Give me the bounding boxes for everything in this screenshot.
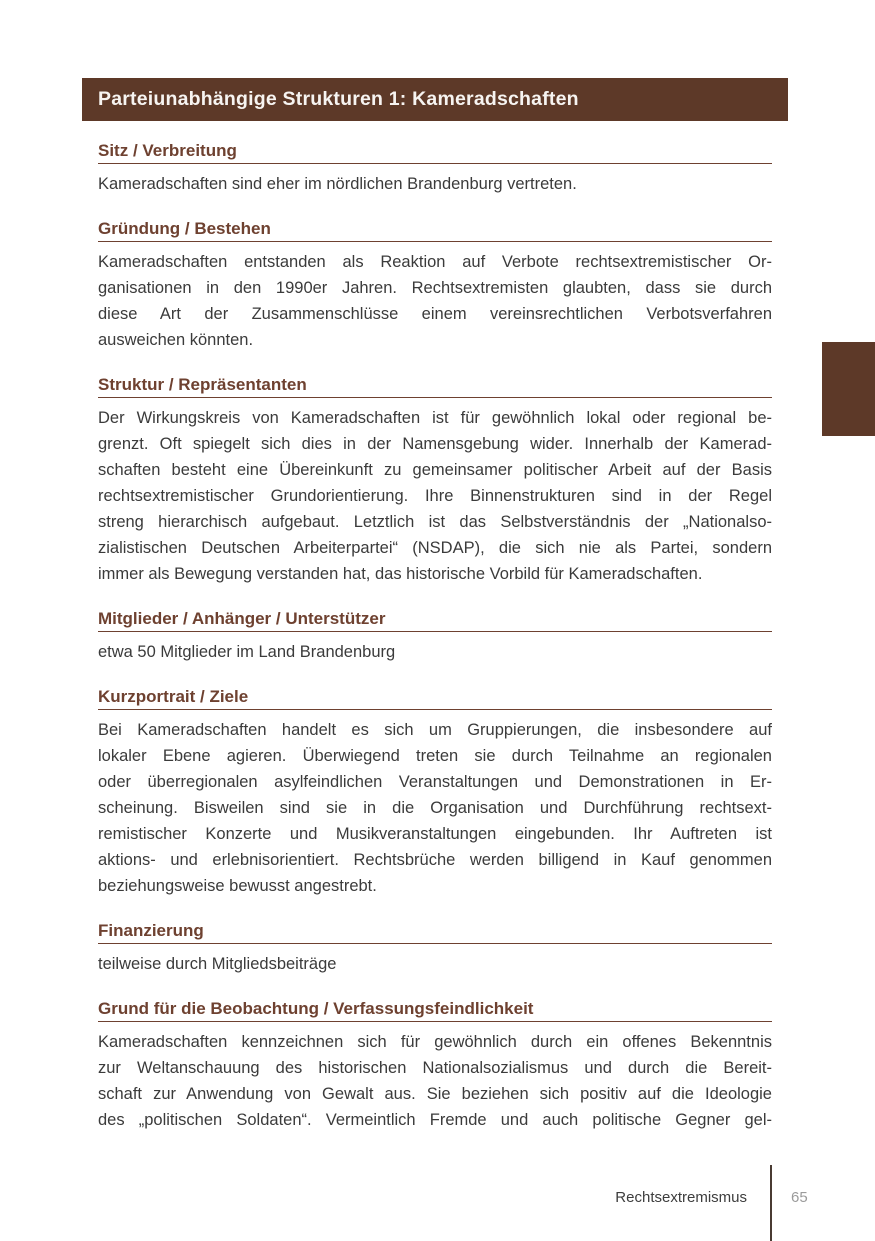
chapter-thumb-tab — [822, 342, 875, 436]
section-heading: Mitglieder / Anhänger / Unterstützer — [98, 610, 772, 632]
text-line: Der Wirkungskreis von Kameradschaften ist für gewöhnlich lokal oder regional be- — [98, 409, 772, 427]
document-section — [98, 922, 772, 977]
text-line: aktions- und erlebnisorientiert. Rechtsbrüche werden billigend in Kauf genommen — [98, 851, 772, 869]
text-line: zialistischen Deutschen Arbeiterpartei“ (NSDAP), die sich nie als Partei, sondern — [98, 539, 772, 557]
section-body — [98, 1029, 772, 1133]
text-line: rechtsextremistischer Grundorientierung. Ihre Binnenstrukturen sind in der Regel — [98, 487, 772, 505]
section-body — [98, 639, 772, 665]
text-line: scheinung. Bisweilen sind sie in die Organisation und Durchführung rechtsext- — [98, 799, 772, 817]
text-line: ganisationen in den 1990er Jahren. Rechtsextremisten glaubten, dass sie durch — [98, 279, 772, 297]
section-body — [98, 405, 772, 587]
text-line: streng hierarchisch aufgebaut. Letztlich ist das Selbstverständnis der „Nationalso- — [98, 513, 772, 531]
document-section — [98, 220, 772, 353]
text-line: immer als Bewegung verstanden hat, das historische Vorbild für Kameradschaften. — [98, 565, 703, 583]
document-section — [98, 688, 772, 899]
section-heading: Gründung / Bestehen — [98, 220, 772, 242]
text-line: ausweichen könnten. — [98, 331, 254, 349]
section-body — [98, 951, 772, 977]
text-line: zur Weltanschauung des historischen Nationalsozialismus und durch die Bereit- — [98, 1059, 772, 1077]
text-line: etwa 50 Mitglieder im Land Brandenburg — [98, 643, 396, 661]
text-line: lokaler Ebene agieren. Überwiegend treten sie durch Teilnahme an regionalen — [98, 747, 772, 765]
text-line: Kameradschaften sind eher im nördlichen Brandenburg vertreten. — [98, 175, 577, 193]
document-section — [98, 142, 772, 197]
footer-section-label: Rechtsextremismus — [615, 1189, 747, 1206]
section-heading: Sitz / Verbreitung — [98, 142, 772, 164]
section-heading: Grund für die Beobachtung / Verfassungsfeindlichkeit — [98, 1000, 772, 1022]
section-heading: Kurzportrait / Ziele — [98, 688, 772, 710]
chapter-title-bar — [82, 78, 788, 121]
text-line: schaft zur Anwendung von Gewalt aus. Sie beziehen sich positiv auf die Ideologie — [98, 1085, 772, 1103]
text-line: diese Art der Zusammenschlüsse einem vereinsrechtlichen Verbotsverfahren — [98, 305, 772, 323]
section-body — [98, 249, 772, 353]
footer-divider-line — [770, 1165, 772, 1241]
text-line: oder überregionalen asylfeindlichen Veranstaltungen und Demonstrationen in Er- — [98, 773, 772, 791]
text-line: schaften besteht eine Übereinkunft zu gemeinsamer politischer Arbeit auf der Basis — [98, 461, 772, 479]
text-line: Kameradschaften kennzeichnen sich für gewöhnlich durch ein offenes Bekenntnis — [98, 1033, 772, 1051]
text-line: beziehungsweise bewusst angestrebt. — [98, 877, 377, 895]
section-heading: Finanzierung — [98, 922, 772, 944]
text-line: Kameradschaften entstanden als Reaktion auf Verbote rechtsextremistischer Or- — [98, 253, 772, 271]
text-line: remistischer Konzerte und Musikveranstaltungen eingebunden. Ihr Auftreten ist — [98, 825, 772, 843]
footer-page-number: 65 — [791, 1189, 808, 1206]
chapter-title: Parteiunabhängige Strukturen 1: Kameradschaften — [98, 88, 579, 110]
document-section — [98, 376, 772, 587]
section-body — [98, 717, 772, 899]
document-content — [98, 121, 772, 1133]
section-body — [98, 171, 772, 197]
document-section — [98, 610, 772, 665]
text-line: teilweise durch Mitgliedsbeiträge — [98, 955, 337, 973]
text-line: Bei Kameradschaften handelt es sich um Gruppierungen, die insbesondere auf — [98, 721, 772, 739]
document-section — [98, 1000, 772, 1133]
section-heading: Struktur / Repräsentanten — [98, 376, 772, 398]
text-line: des „politischen Soldaten“. Vermeintlich Fremde und auch politische Gegner gel- — [98, 1111, 772, 1129]
text-line: grenzt. Oft spiegelt sich dies in der Namensgebung wider. Innerhalb der Kamerad- — [98, 435, 772, 453]
